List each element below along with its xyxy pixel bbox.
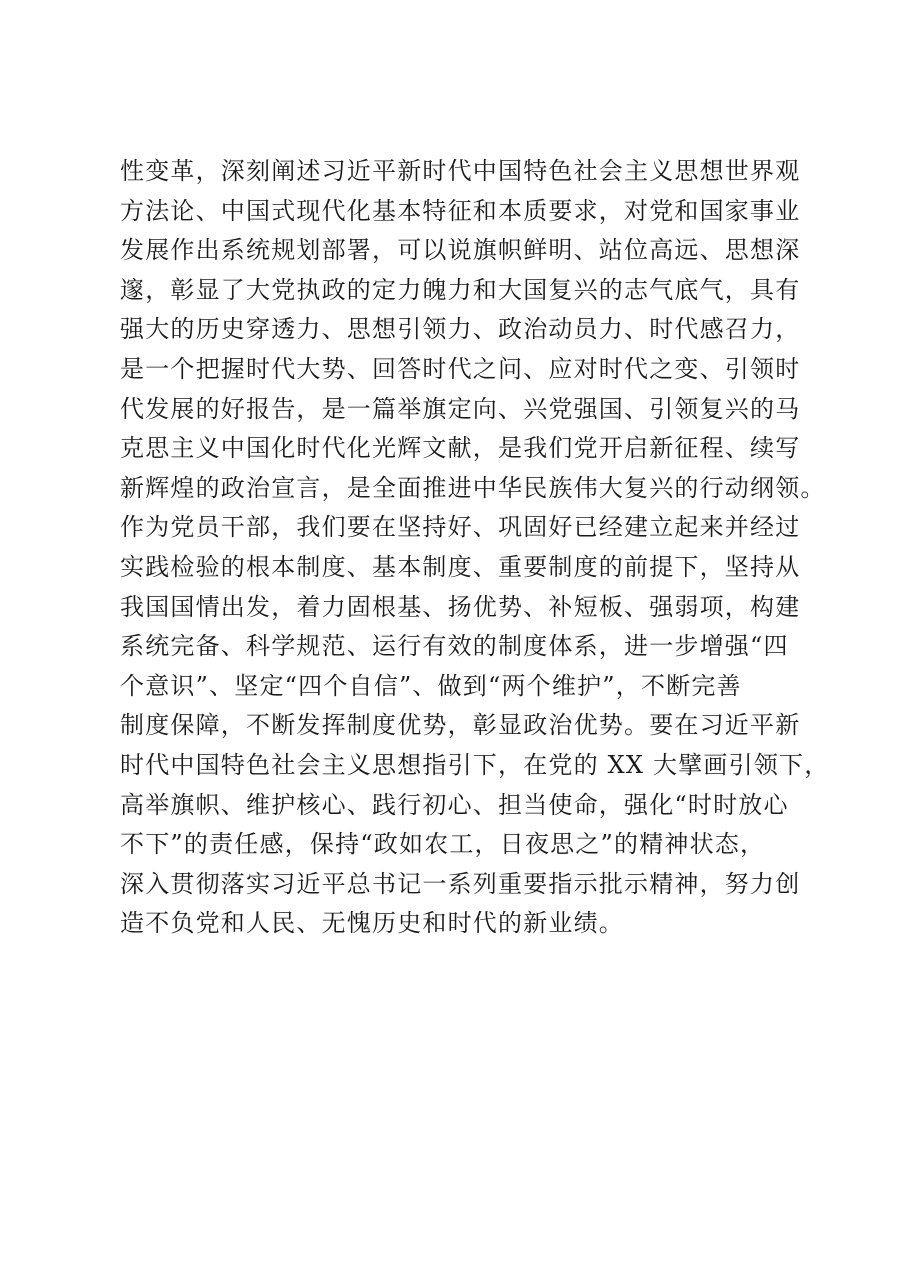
text-line: 系统完备、科学规范、运行有效的制度体系，进一步增强“四 [120,632,789,661]
text-line: 不下”的责任感，保持“政如农工，日夜思之”的精神状态， [120,830,766,859]
text-line: 性变革，深刻阐述习近平新时代中国特色社会主义思想世界观 [120,157,801,185]
text-line: 个意识”、坚定“四个自信”、做到“两个维护”，不断完善 [120,671,742,700]
text-line: 制度保障，不断发挥制度优势，彰显政治优势。要在习近平新 [120,711,801,740]
text-line: 邃，彰显了大党执政的定力魄力和大国复兴的志气底气，具有 [120,275,801,304]
text-line: 高举旗帜、维护核心、践行初心、担当使命，强化“时时放心 [120,790,789,819]
text-line: 发展作出系统规划部署，可以说旗帜鲜明、站位高远、思想深 [120,236,801,265]
body-paragraph [120,152,830,944]
text-line: 方法论、中国式现代化基本特征和本质要求，对党和国家事业 [120,196,801,225]
text-line: 造不负党和人民、无愧历史和时代的新业绩。 [120,909,624,938]
text-line: 我国国情出发，着力固根基、扬优势、补短板、强弱项，构建 [120,592,801,621]
text-line: 强大的历史穿透力、思想引领力、政治动员力、时代感召力， [120,315,801,344]
text-line: 代发展的好报告，是一篇举旗定向、兴党强国、引领复兴的马 [120,394,801,423]
text-line: 深入贯彻落实习近平总书记一系列重要指示批示精神，努力创 [120,869,801,898]
text-line: 实践检验的根本制度、基本制度、重要制度的前提下，坚持从 [120,552,801,581]
text-line: 作为党员干部，我们要在坚持好、巩固好已经建立起来并经过 [120,513,801,542]
text-line: 新辉煌的政治宣言，是全面推进中华民族伟大复兴的行动纲领。 [120,473,826,502]
text-line: 时代中国特色社会主义思想指引下，在党的 XX 大擘画引领下， [120,750,830,779]
text-line: 克思主义中国化时代化光辉文献，是我们党开启新征程、续写 [120,434,801,463]
text-line: 是一个把握时代大势、回答时代之问、应对时代之变、引领时 [120,354,801,383]
